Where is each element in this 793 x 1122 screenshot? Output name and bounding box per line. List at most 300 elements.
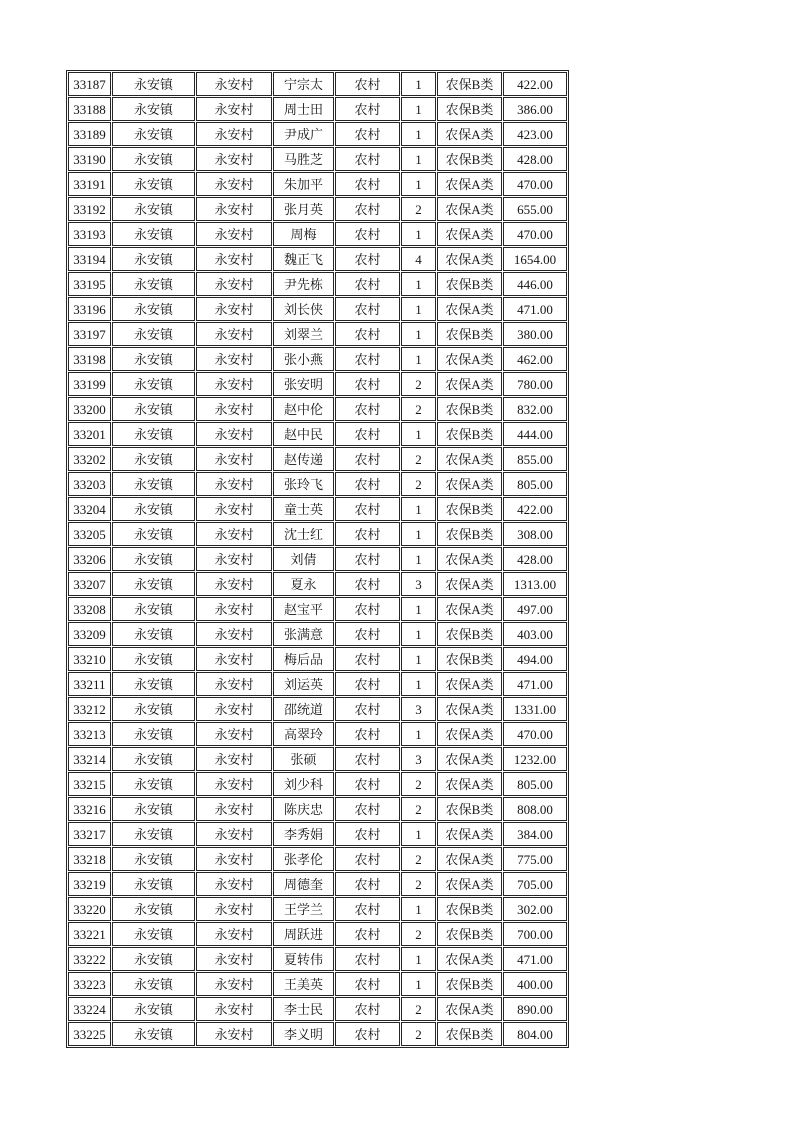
cell-person-name: 夏转伟 bbox=[273, 947, 334, 971]
cell-village: 永安村 bbox=[196, 472, 272, 496]
cell-village: 永安村 bbox=[196, 647, 272, 671]
cell-insurance-class: 农保A类 bbox=[437, 347, 502, 371]
cell-amount: 855.00 bbox=[503, 447, 567, 471]
cell-village: 永安村 bbox=[196, 547, 272, 571]
cell-record-id: 33196 bbox=[68, 297, 111, 321]
cell-insurance-class: 农保A类 bbox=[437, 472, 502, 496]
cell-insurance-class: 农保A类 bbox=[437, 547, 502, 571]
cell-record-id: 33203 bbox=[68, 472, 111, 496]
cell-residence-type: 农村 bbox=[335, 947, 400, 971]
cell-person-count: 2 bbox=[401, 1022, 436, 1046]
cell-person-name: 张玲飞 bbox=[273, 472, 334, 496]
cell-person-name: 赵宝平 bbox=[273, 597, 334, 621]
cell-residence-type: 农村 bbox=[335, 722, 400, 746]
cell-amount: 780.00 bbox=[503, 372, 567, 396]
cell-insurance-class: 农保A类 bbox=[437, 847, 502, 871]
cell-residence-type: 农村 bbox=[335, 897, 400, 921]
cell-village: 永安村 bbox=[196, 347, 272, 371]
cell-village: 永安村 bbox=[196, 272, 272, 296]
cell-person-count: 1 bbox=[401, 147, 436, 171]
cell-town: 永安镇 bbox=[112, 347, 195, 371]
cell-person-name: 尹成广 bbox=[273, 122, 334, 146]
cell-person-count: 1 bbox=[401, 222, 436, 246]
roster-table-container bbox=[66, 70, 569, 1048]
cell-amount: 700.00 bbox=[503, 922, 567, 946]
cell-record-id: 33225 bbox=[68, 1022, 111, 1046]
table-row bbox=[68, 397, 567, 421]
table-row bbox=[68, 847, 567, 871]
table-row bbox=[68, 147, 567, 171]
table-row bbox=[68, 447, 567, 471]
cell-person-name: 王美英 bbox=[273, 972, 334, 996]
cell-person-count: 2 bbox=[401, 397, 436, 421]
cell-person-count: 1 bbox=[401, 422, 436, 446]
cell-residence-type: 农村 bbox=[335, 472, 400, 496]
cell-record-id: 33222 bbox=[68, 947, 111, 971]
cell-village: 永安村 bbox=[196, 997, 272, 1021]
cell-insurance-class: 农保B类 bbox=[437, 397, 502, 421]
cell-residence-type: 农村 bbox=[335, 922, 400, 946]
cell-person-name: 张月英 bbox=[273, 197, 334, 221]
cell-residence-type: 农村 bbox=[335, 822, 400, 846]
cell-amount: 422.00 bbox=[503, 497, 567, 521]
cell-person-count: 2 bbox=[401, 797, 436, 821]
cell-amount: 1232.00 bbox=[503, 747, 567, 771]
cell-insurance-class: 农保A类 bbox=[437, 822, 502, 846]
cell-town: 永安镇 bbox=[112, 222, 195, 246]
cell-person-count: 2 bbox=[401, 772, 436, 796]
cell-amount: 471.00 bbox=[503, 297, 567, 321]
cell-record-id: 33211 bbox=[68, 672, 111, 696]
cell-town: 永安镇 bbox=[112, 147, 195, 171]
cell-person-count: 1 bbox=[401, 947, 436, 971]
cell-residence-type: 农村 bbox=[335, 522, 400, 546]
cell-insurance-class: 农保A类 bbox=[437, 247, 502, 271]
cell-village: 永安村 bbox=[196, 597, 272, 621]
cell-town: 永安镇 bbox=[112, 322, 195, 346]
cell-town: 永安镇 bbox=[112, 772, 195, 796]
cell-town: 永安镇 bbox=[112, 872, 195, 896]
cell-town: 永安镇 bbox=[112, 922, 195, 946]
cell-residence-type: 农村 bbox=[335, 547, 400, 571]
cell-person-count: 1 bbox=[401, 72, 436, 96]
table-row bbox=[68, 772, 567, 796]
cell-residence-type: 农村 bbox=[335, 1022, 400, 1046]
cell-insurance-class: 农保A类 bbox=[437, 122, 502, 146]
cell-town: 永安镇 bbox=[112, 272, 195, 296]
table-row bbox=[68, 872, 567, 896]
cell-village: 永安村 bbox=[196, 222, 272, 246]
cell-amount: 890.00 bbox=[503, 997, 567, 1021]
cell-village: 永安村 bbox=[196, 422, 272, 446]
cell-record-id: 33194 bbox=[68, 247, 111, 271]
cell-person-name: 李义明 bbox=[273, 1022, 334, 1046]
cell-residence-type: 农村 bbox=[335, 247, 400, 271]
cell-record-id: 33201 bbox=[68, 422, 111, 446]
cell-residence-type: 农村 bbox=[335, 422, 400, 446]
cell-person-name: 周士田 bbox=[273, 97, 334, 121]
table-row bbox=[68, 722, 567, 746]
cell-insurance-class: 农保B类 bbox=[437, 897, 502, 921]
cell-record-id: 33191 bbox=[68, 172, 111, 196]
cell-town: 永安镇 bbox=[112, 1022, 195, 1046]
cell-person-count: 1 bbox=[401, 972, 436, 996]
cell-amount: 775.00 bbox=[503, 847, 567, 871]
cell-record-id: 33206 bbox=[68, 547, 111, 571]
cell-amount: 497.00 bbox=[503, 597, 567, 621]
cell-town: 永安镇 bbox=[112, 672, 195, 696]
cell-town: 永安镇 bbox=[112, 422, 195, 446]
cell-residence-type: 农村 bbox=[335, 672, 400, 696]
table-row bbox=[68, 322, 567, 346]
cell-person-name: 周梅 bbox=[273, 222, 334, 246]
cell-insurance-class: 农保B类 bbox=[437, 72, 502, 96]
cell-person-name: 张满意 bbox=[273, 622, 334, 646]
cell-record-id: 33204 bbox=[68, 497, 111, 521]
cell-insurance-class: 农保B类 bbox=[437, 922, 502, 946]
cell-amount: 308.00 bbox=[503, 522, 567, 546]
cell-record-id: 33195 bbox=[68, 272, 111, 296]
cell-record-id: 33217 bbox=[68, 822, 111, 846]
cell-person-count: 1 bbox=[401, 897, 436, 921]
cell-amount: 423.00 bbox=[503, 122, 567, 146]
table-row bbox=[68, 947, 567, 971]
cell-village: 永安村 bbox=[196, 97, 272, 121]
cell-insurance-class: 农保B类 bbox=[437, 322, 502, 346]
cell-village: 永安村 bbox=[196, 172, 272, 196]
cell-town: 永安镇 bbox=[112, 697, 195, 721]
cell-person-count: 2 bbox=[401, 472, 436, 496]
cell-insurance-class: 农保A类 bbox=[437, 722, 502, 746]
cell-residence-type: 农村 bbox=[335, 797, 400, 821]
cell-amount: 808.00 bbox=[503, 797, 567, 821]
cell-record-id: 33192 bbox=[68, 197, 111, 221]
cell-residence-type: 农村 bbox=[335, 872, 400, 896]
cell-amount: 471.00 bbox=[503, 947, 567, 971]
cell-amount: 302.00 bbox=[503, 897, 567, 921]
cell-record-id: 33219 bbox=[68, 872, 111, 896]
roster-table-body bbox=[68, 72, 567, 1046]
cell-insurance-class: 农保B类 bbox=[437, 497, 502, 521]
cell-person-count: 2 bbox=[401, 197, 436, 221]
cell-amount: 804.00 bbox=[503, 1022, 567, 1046]
cell-insurance-class: 农保A类 bbox=[437, 447, 502, 471]
table-row bbox=[68, 997, 567, 1021]
table-row bbox=[68, 922, 567, 946]
cell-amount: 380.00 bbox=[503, 322, 567, 346]
cell-insurance-class: 农保A类 bbox=[437, 297, 502, 321]
cell-person-name: 尹先栋 bbox=[273, 272, 334, 296]
cell-village: 永安村 bbox=[196, 772, 272, 796]
cell-record-id: 33202 bbox=[68, 447, 111, 471]
cell-village: 永安村 bbox=[196, 397, 272, 421]
cell-amount: 832.00 bbox=[503, 397, 567, 421]
cell-amount: 705.00 bbox=[503, 872, 567, 896]
table-row bbox=[68, 297, 567, 321]
cell-insurance-class: 农保A类 bbox=[437, 872, 502, 896]
cell-village: 永安村 bbox=[196, 972, 272, 996]
cell-person-name: 高翠玲 bbox=[273, 722, 334, 746]
cell-residence-type: 农村 bbox=[335, 372, 400, 396]
cell-person-name: 刘倩 bbox=[273, 547, 334, 571]
cell-residence-type: 农村 bbox=[335, 322, 400, 346]
cell-record-id: 33214 bbox=[68, 747, 111, 771]
cell-person-count: 4 bbox=[401, 247, 436, 271]
cell-town: 永安镇 bbox=[112, 597, 195, 621]
cell-record-id: 33218 bbox=[68, 847, 111, 871]
cell-town: 永安镇 bbox=[112, 97, 195, 121]
cell-person-count: 1 bbox=[401, 722, 436, 746]
cell-town: 永安镇 bbox=[112, 747, 195, 771]
cell-insurance-class: 农保B类 bbox=[437, 647, 502, 671]
cell-insurance-class: 农保A类 bbox=[437, 372, 502, 396]
cell-person-count: 2 bbox=[401, 872, 436, 896]
table-row bbox=[68, 97, 567, 121]
cell-person-count: 2 bbox=[401, 997, 436, 1021]
cell-residence-type: 农村 bbox=[335, 497, 400, 521]
cell-residence-type: 农村 bbox=[335, 847, 400, 871]
cell-person-count: 1 bbox=[401, 672, 436, 696]
cell-record-id: 33209 bbox=[68, 622, 111, 646]
cell-person-count: 3 bbox=[401, 747, 436, 771]
cell-person-name: 沈士红 bbox=[273, 522, 334, 546]
cell-person-name: 朱加平 bbox=[273, 172, 334, 196]
table-row bbox=[68, 572, 567, 596]
table-row bbox=[68, 472, 567, 496]
cell-insurance-class: 农保A类 bbox=[437, 747, 502, 771]
cell-village: 永安村 bbox=[196, 747, 272, 771]
cell-person-count: 2 bbox=[401, 447, 436, 471]
cell-residence-type: 农村 bbox=[335, 72, 400, 96]
cell-record-id: 33208 bbox=[68, 597, 111, 621]
cell-residence-type: 农村 bbox=[335, 972, 400, 996]
cell-residence-type: 农村 bbox=[335, 172, 400, 196]
cell-town: 永安镇 bbox=[112, 122, 195, 146]
cell-record-id: 33188 bbox=[68, 97, 111, 121]
cell-village: 永安村 bbox=[196, 147, 272, 171]
cell-person-name: 刘少科 bbox=[273, 772, 334, 796]
cell-person-count: 1 bbox=[401, 297, 436, 321]
cell-town: 永安镇 bbox=[112, 622, 195, 646]
cell-record-id: 33215 bbox=[68, 772, 111, 796]
cell-amount: 428.00 bbox=[503, 147, 567, 171]
cell-village: 永安村 bbox=[196, 297, 272, 321]
table-row bbox=[68, 797, 567, 821]
cell-amount: 403.00 bbox=[503, 622, 567, 646]
cell-village: 永安村 bbox=[196, 622, 272, 646]
cell-record-id: 33193 bbox=[68, 222, 111, 246]
table-row bbox=[68, 747, 567, 771]
cell-residence-type: 农村 bbox=[335, 297, 400, 321]
table-row bbox=[68, 422, 567, 446]
cell-residence-type: 农村 bbox=[335, 147, 400, 171]
cell-insurance-class: 农保B类 bbox=[437, 97, 502, 121]
cell-insurance-class: 农保A类 bbox=[437, 222, 502, 246]
cell-record-id: 33213 bbox=[68, 722, 111, 746]
table-row bbox=[68, 897, 567, 921]
cell-village: 永安村 bbox=[196, 72, 272, 96]
cell-amount: 655.00 bbox=[503, 197, 567, 221]
cell-village: 永安村 bbox=[196, 797, 272, 821]
cell-insurance-class: 农保B类 bbox=[437, 272, 502, 296]
cell-village: 永安村 bbox=[196, 922, 272, 946]
cell-town: 永安镇 bbox=[112, 947, 195, 971]
cell-village: 永安村 bbox=[196, 697, 272, 721]
cell-person-name: 周跃进 bbox=[273, 922, 334, 946]
cell-residence-type: 农村 bbox=[335, 597, 400, 621]
cell-village: 永安村 bbox=[196, 822, 272, 846]
table-row bbox=[68, 197, 567, 221]
cell-person-name: 赵传递 bbox=[273, 447, 334, 471]
table-row bbox=[68, 672, 567, 696]
cell-town: 永安镇 bbox=[112, 197, 195, 221]
cell-village: 永安村 bbox=[196, 447, 272, 471]
cell-village: 永安村 bbox=[196, 522, 272, 546]
cell-residence-type: 农村 bbox=[335, 97, 400, 121]
cell-person-name: 童士英 bbox=[273, 497, 334, 521]
cell-record-id: 33210 bbox=[68, 647, 111, 671]
cell-person-count: 1 bbox=[401, 497, 436, 521]
table-row bbox=[68, 272, 567, 296]
cell-village: 永安村 bbox=[196, 847, 272, 871]
cell-person-name: 宁宗太 bbox=[273, 72, 334, 96]
table-row bbox=[68, 347, 567, 371]
table-row bbox=[68, 247, 567, 271]
cell-amount: 1654.00 bbox=[503, 247, 567, 271]
cell-residence-type: 农村 bbox=[335, 122, 400, 146]
cell-residence-type: 农村 bbox=[335, 572, 400, 596]
cell-person-count: 1 bbox=[401, 547, 436, 571]
cell-town: 永安镇 bbox=[112, 997, 195, 1021]
cell-insurance-class: 农保B类 bbox=[437, 522, 502, 546]
cell-person-count: 3 bbox=[401, 697, 436, 721]
cell-town: 永安镇 bbox=[112, 447, 195, 471]
cell-village: 永安村 bbox=[196, 497, 272, 521]
cell-amount: 805.00 bbox=[503, 472, 567, 496]
cell-residence-type: 农村 bbox=[335, 997, 400, 1021]
cell-village: 永安村 bbox=[196, 1022, 272, 1046]
cell-record-id: 33200 bbox=[68, 397, 111, 421]
cell-person-name: 魏正飞 bbox=[273, 247, 334, 271]
table-row bbox=[68, 1022, 567, 1046]
cell-person-count: 1 bbox=[401, 122, 436, 146]
cell-record-id: 33220 bbox=[68, 897, 111, 921]
table-row bbox=[68, 547, 567, 571]
table-row bbox=[68, 522, 567, 546]
cell-person-count: 3 bbox=[401, 572, 436, 596]
cell-person-name: 刘运英 bbox=[273, 672, 334, 696]
cell-amount: 462.00 bbox=[503, 347, 567, 371]
cell-record-id: 33224 bbox=[68, 997, 111, 1021]
table-row bbox=[68, 222, 567, 246]
cell-person-name: 邵统道 bbox=[273, 697, 334, 721]
cell-amount: 384.00 bbox=[503, 822, 567, 846]
table-row bbox=[68, 122, 567, 146]
cell-residence-type: 农村 bbox=[335, 622, 400, 646]
cell-amount: 444.00 bbox=[503, 422, 567, 446]
cell-residence-type: 农村 bbox=[335, 697, 400, 721]
cell-person-count: 1 bbox=[401, 272, 436, 296]
cell-town: 永安镇 bbox=[112, 172, 195, 196]
cell-person-name: 赵中民 bbox=[273, 422, 334, 446]
cell-amount: 471.00 bbox=[503, 672, 567, 696]
table-row bbox=[68, 497, 567, 521]
cell-person-count: 2 bbox=[401, 922, 436, 946]
cell-insurance-class: 农保B类 bbox=[437, 147, 502, 171]
cell-residence-type: 农村 bbox=[335, 347, 400, 371]
cell-record-id: 33187 bbox=[68, 72, 111, 96]
cell-village: 永安村 bbox=[196, 947, 272, 971]
table-row bbox=[68, 172, 567, 196]
cell-amount: 805.00 bbox=[503, 772, 567, 796]
cell-town: 永安镇 bbox=[112, 472, 195, 496]
cell-amount: 470.00 bbox=[503, 722, 567, 746]
cell-insurance-class: 农保A类 bbox=[437, 772, 502, 796]
cell-insurance-class: 农保A类 bbox=[437, 697, 502, 721]
cell-residence-type: 农村 bbox=[335, 447, 400, 471]
cell-insurance-class: 农保A类 bbox=[437, 597, 502, 621]
cell-town: 永安镇 bbox=[112, 497, 195, 521]
cell-person-count: 1 bbox=[401, 522, 436, 546]
cell-town: 永安镇 bbox=[112, 847, 195, 871]
cell-town: 永安镇 bbox=[112, 372, 195, 396]
cell-residence-type: 农村 bbox=[335, 272, 400, 296]
cell-person-count: 1 bbox=[401, 822, 436, 846]
cell-amount: 386.00 bbox=[503, 97, 567, 121]
cell-insurance-class: 农保A类 bbox=[437, 172, 502, 196]
cell-village: 永安村 bbox=[196, 572, 272, 596]
cell-town: 永安镇 bbox=[112, 247, 195, 271]
cell-person-name: 周德奎 bbox=[273, 872, 334, 896]
cell-person-count: 1 bbox=[401, 597, 436, 621]
cell-person-count: 1 bbox=[401, 172, 436, 196]
cell-person-count: 1 bbox=[401, 347, 436, 371]
table-row bbox=[68, 622, 567, 646]
cell-person-name: 刘翠兰 bbox=[273, 322, 334, 346]
cell-record-id: 33216 bbox=[68, 797, 111, 821]
cell-town: 永安镇 bbox=[112, 572, 195, 596]
cell-village: 永安村 bbox=[196, 672, 272, 696]
table-row bbox=[68, 822, 567, 846]
cell-person-count: 1 bbox=[401, 322, 436, 346]
roster-table bbox=[66, 70, 569, 1048]
cell-amount: 400.00 bbox=[503, 972, 567, 996]
cell-person-count: 1 bbox=[401, 622, 436, 646]
cell-amount: 470.00 bbox=[503, 222, 567, 246]
cell-town: 永安镇 bbox=[112, 547, 195, 571]
cell-town: 永安镇 bbox=[112, 647, 195, 671]
cell-residence-type: 农村 bbox=[335, 747, 400, 771]
table-row bbox=[68, 647, 567, 671]
cell-residence-type: 农村 bbox=[335, 772, 400, 796]
cell-insurance-class: 农保B类 bbox=[437, 797, 502, 821]
cell-town: 永安镇 bbox=[112, 797, 195, 821]
cell-person-count: 1 bbox=[401, 647, 436, 671]
cell-record-id: 33189 bbox=[68, 122, 111, 146]
cell-record-id: 33199 bbox=[68, 372, 111, 396]
cell-record-id: 33197 bbox=[68, 322, 111, 346]
cell-person-count: 2 bbox=[401, 372, 436, 396]
cell-town: 永安镇 bbox=[112, 72, 195, 96]
cell-record-id: 33212 bbox=[68, 697, 111, 721]
cell-amount: 446.00 bbox=[503, 272, 567, 296]
cell-record-id: 33190 bbox=[68, 147, 111, 171]
cell-person-name: 张硕 bbox=[273, 747, 334, 771]
cell-person-name: 张安明 bbox=[273, 372, 334, 396]
cell-residence-type: 农村 bbox=[335, 197, 400, 221]
cell-person-count: 1 bbox=[401, 97, 436, 121]
table-row bbox=[68, 972, 567, 996]
